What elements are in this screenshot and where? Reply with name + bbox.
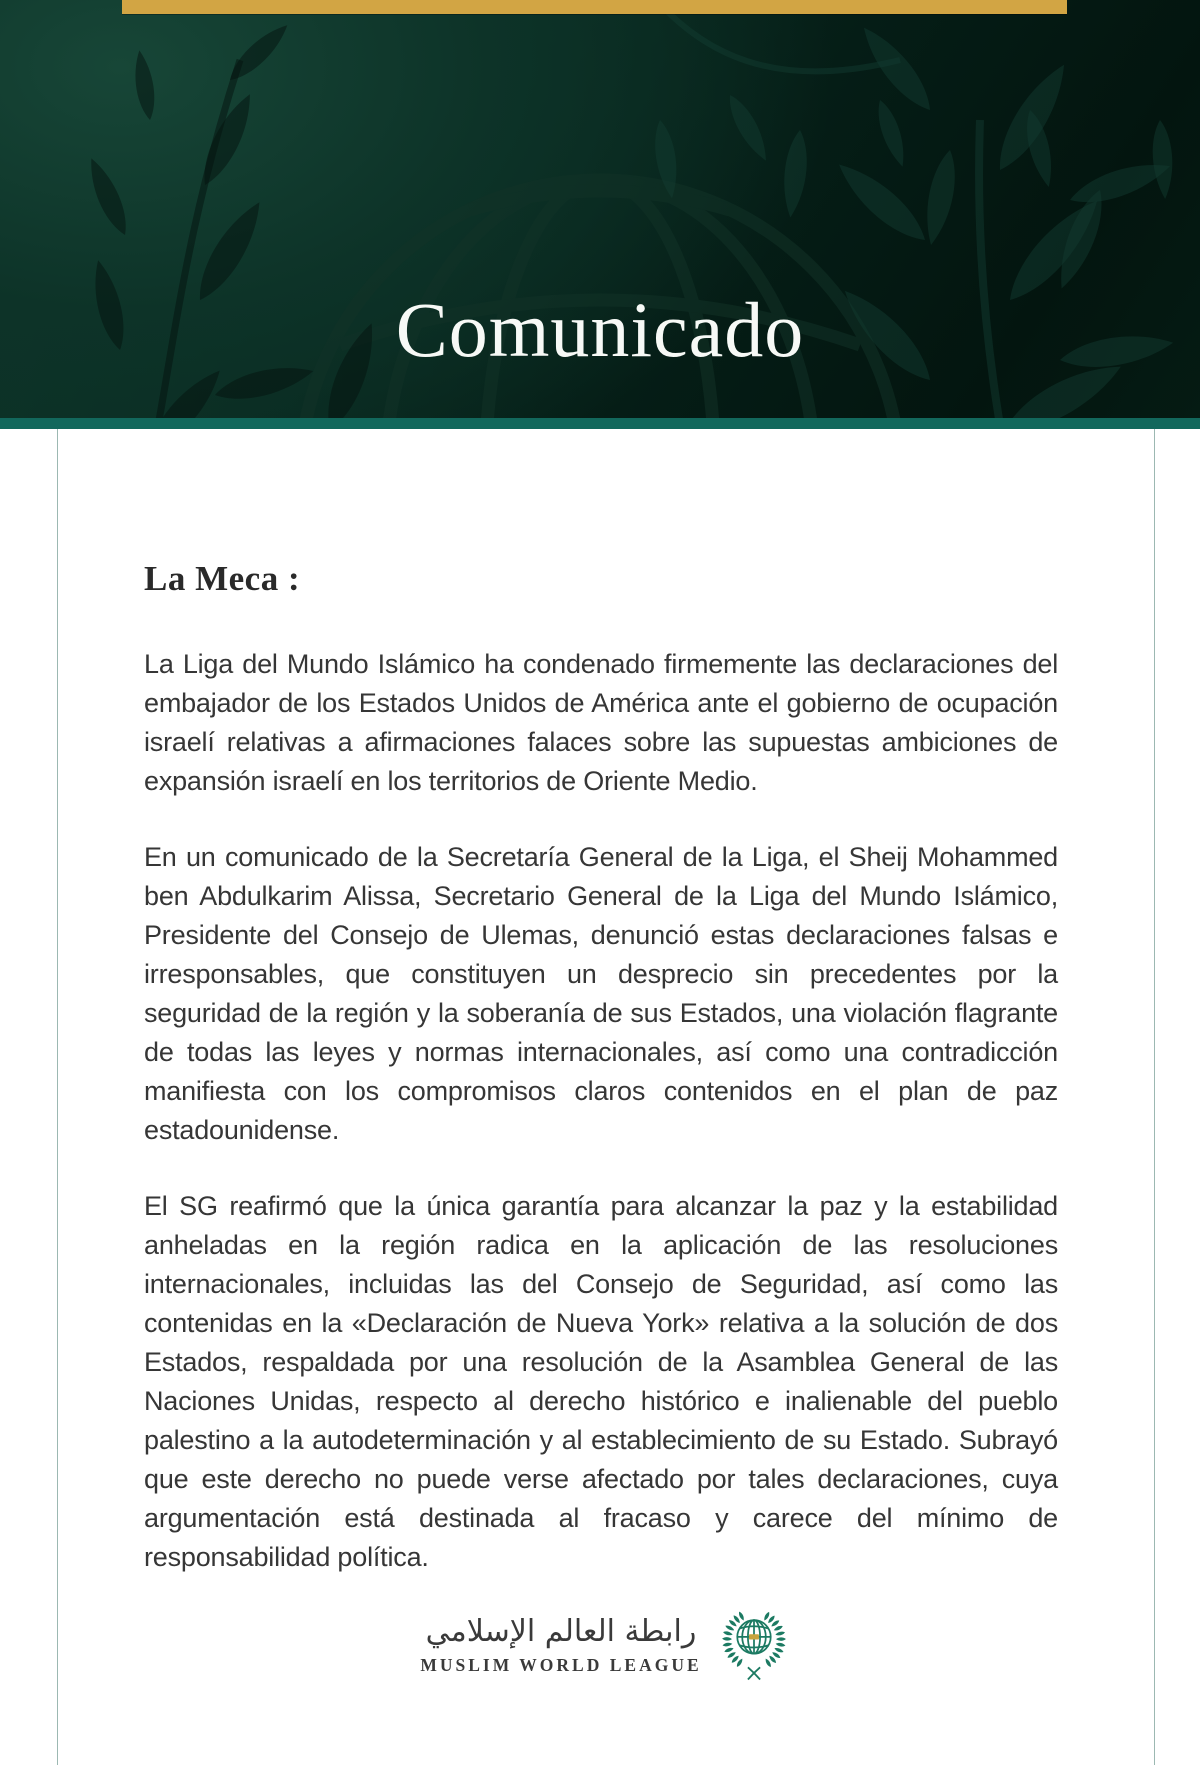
org-wordmark: MUSLIM WORLD LEAGUE bbox=[420, 1654, 702, 1675]
document-body bbox=[144, 645, 1058, 1577]
mwl-logo bbox=[58, 1605, 1154, 1684]
paragraph-2: En un comunicado de la Secretaría General de la Liga, el Sheij Mohammed ben Abdulkarim Alissa, Secretario General de la Liga del Mundo Islámico, Presidente del Consejo de Ulemas, denunció estas declaraciones falsas e irresponsables, que constituyen un desprecio sin precedentes por la seguridad de la región y la soberanía de sus Estados, una violación flagrante de todas las leyes y normas internacionales, así como una contradicción manifiesta con los compromisos claros contenidos en el plan de paz estadounidense. bbox=[144, 842, 1058, 1145]
mwl-logo-text bbox=[420, 1614, 701, 1676]
paragraph-3: El SG reafirmó que la única garantía para alcanzar la paz y la estabilidad anheladas en la región radica en la aplicación de las resoluciones internacionales, incluidas las del Consejo de Seguridad, así como las contenidas en la «Declaración de Nueva York» relativa a la solución de dos Estados, respaldada por una resolución de la Asamblea General de las Naciones Unidas, respecto al derecho histórico e inalienable del pueblo palestino a la autodeterminación y al establecimiento de su Estado. Subrayó que este derecho no puede verse afectado por tales declaraciones, cuya argumentación está destinada al fracaso y carece del mínimo de responsabilidad política. bbox=[144, 1191, 1058, 1572]
page-title: Comunicado bbox=[395, 286, 805, 373]
kaaba-gold-mark bbox=[749, 1634, 759, 1639]
teal-divider-band bbox=[0, 418, 1200, 429]
header-banner bbox=[0, 0, 1200, 418]
content-card bbox=[57, 429, 1155, 1765]
mwl-emblem-icon bbox=[716, 1605, 792, 1684]
arabic-wordmark: رابطة العالم الإسلامي bbox=[425, 1613, 697, 1649]
laurel-branch-top-icon bbox=[640, 0, 1176, 293]
paragraph-1: La Liga del Mundo Islámico ha condenado firmemente las declaraciones del embajador de los Estados Unidos de América ante el gobierno de ocupación israelí relativas a afirmaciones falaces sobre las supuestas ambiciones de expansión israelí en los territorios de Oriente Medio. bbox=[144, 649, 1058, 796]
location-heading: La Meca : bbox=[144, 559, 301, 598]
gold-accent-bar bbox=[122, 0, 1067, 14]
